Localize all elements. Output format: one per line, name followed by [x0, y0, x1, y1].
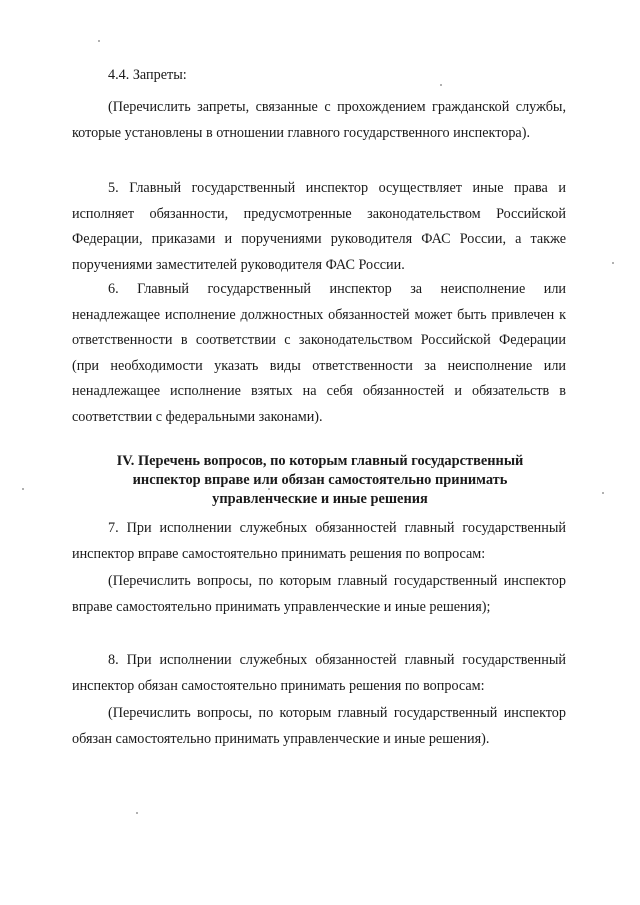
scan-speck [98, 40, 100, 42]
scan-speck [136, 812, 138, 814]
paragraph-7-list: (Перечислить вопросы, по которым главный государственный инспектор вправе самостоятельно принимать управленческие и иные решения); [72, 573, 566, 615]
section-4-4-title: 4.4. Запреты: [108, 67, 187, 83]
paragraph-6: 6. Главный государственный инспектор за неисполнение или ненадлежащее исполнение должностных обязанностей может быть привлечен к ответственности в соответствии с законодательством Российской Федерации (при необходимости указать виды ответственности за неисполнение или ненадлежащее исполнение взятых на себя обязанностей и обязательств в соответствии с федеральными законами). [72, 281, 566, 425]
paragraph-5: 5. Главный государственный инспектор осуществляет иные права и исполняет обязанности, предусмотренные законодательством Российской Федерации, приказами и поручениями руководителя ФАС России, а также поручениями заместителей руководителя ФАС России. [72, 180, 566, 273]
paragraph-8: 8. При исполнении служебных обязанностей главный государственный инспектор обязан самостоятельно принимать решения по вопросам: [72, 652, 566, 694]
paragraph-7: 7. При исполнении служебных обязанностей главный государственный инспектор вправе самостоятельно принимать решения по вопросам: [72, 520, 566, 562]
scan-speck [440, 84, 442, 86]
scan-speck [612, 262, 614, 264]
scan-speck [602, 492, 604, 494]
scan-speck [22, 488, 24, 490]
section-iv-heading: IV. Перечень вопросов, по которым главный государственный инспектор вправе или обязан самостоятельно принимать управленческие и иные решения [116, 453, 524, 507]
paragraph-8-list: (Перечислить вопросы, по которым главный государственный инспектор обязан самостоятельно принимать управленческие и иные решения). [72, 705, 566, 747]
scan-speck [268, 488, 270, 490]
section-4-4-body: (Перечислить запреты, связанные с прохождением гражданской службы, которые установлены в отношении главного государственного инспектора). [72, 99, 566, 141]
